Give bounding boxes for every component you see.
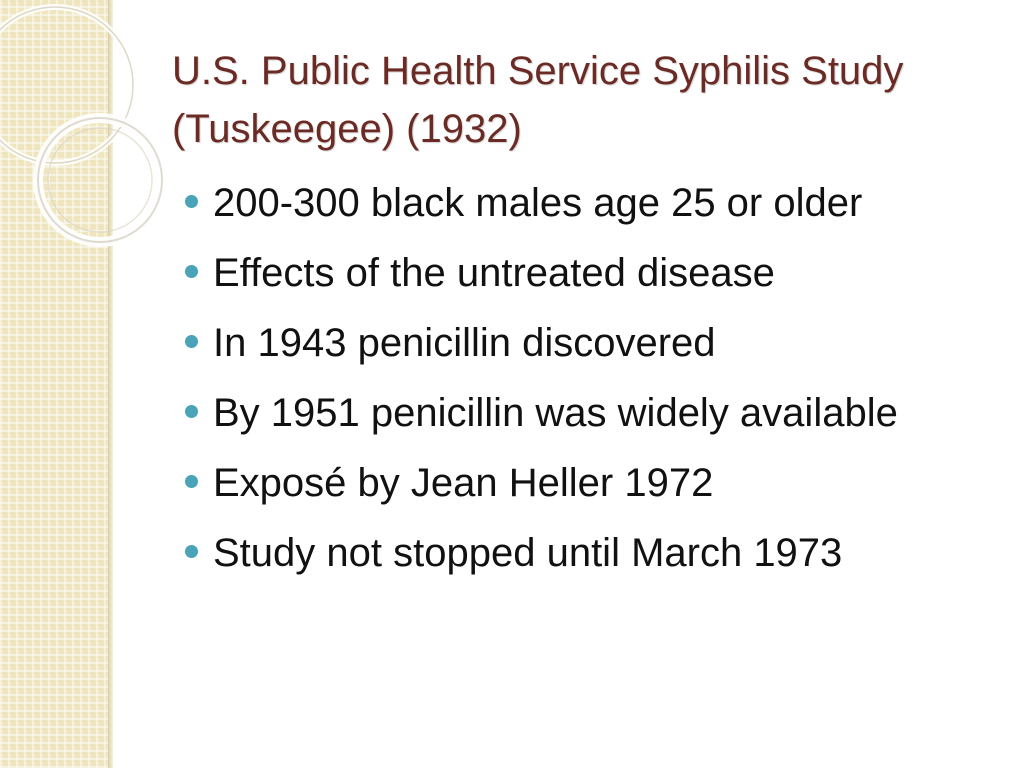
decorative-rings-icon [0,0,180,260]
bullet-item [185,246,995,300]
bullet-item [185,316,995,370]
bullet-item [185,176,995,230]
bullet-marker-icon [185,335,198,348]
bullet-text: Study not stopped until March 1973 [213,531,843,575]
bullet-text: By 1951 penicillin was widely available [213,391,898,435]
bullet-item [185,456,995,510]
bullet-text: Exposé by Jean Heller 1972 [213,461,714,505]
bullet-marker-icon [185,405,198,418]
bullet-marker-icon [185,475,198,488]
bullet-item [185,526,995,580]
bullet-list [185,176,995,596]
bullet-marker-icon [185,195,198,208]
bullet-marker-icon [185,265,198,278]
slide-title: U.S. Public Health Service Syphilis Study (Tuskeegee) (1932) [172,49,904,151]
bullet-item [185,386,995,440]
bullet-marker-icon [185,545,198,558]
bullet-text: 200-300 black males age 25 or older [213,181,863,225]
bullet-text: Effects of the untreated disease [213,251,775,295]
bullet-text: In 1943 penicillin discovered [213,321,716,365]
